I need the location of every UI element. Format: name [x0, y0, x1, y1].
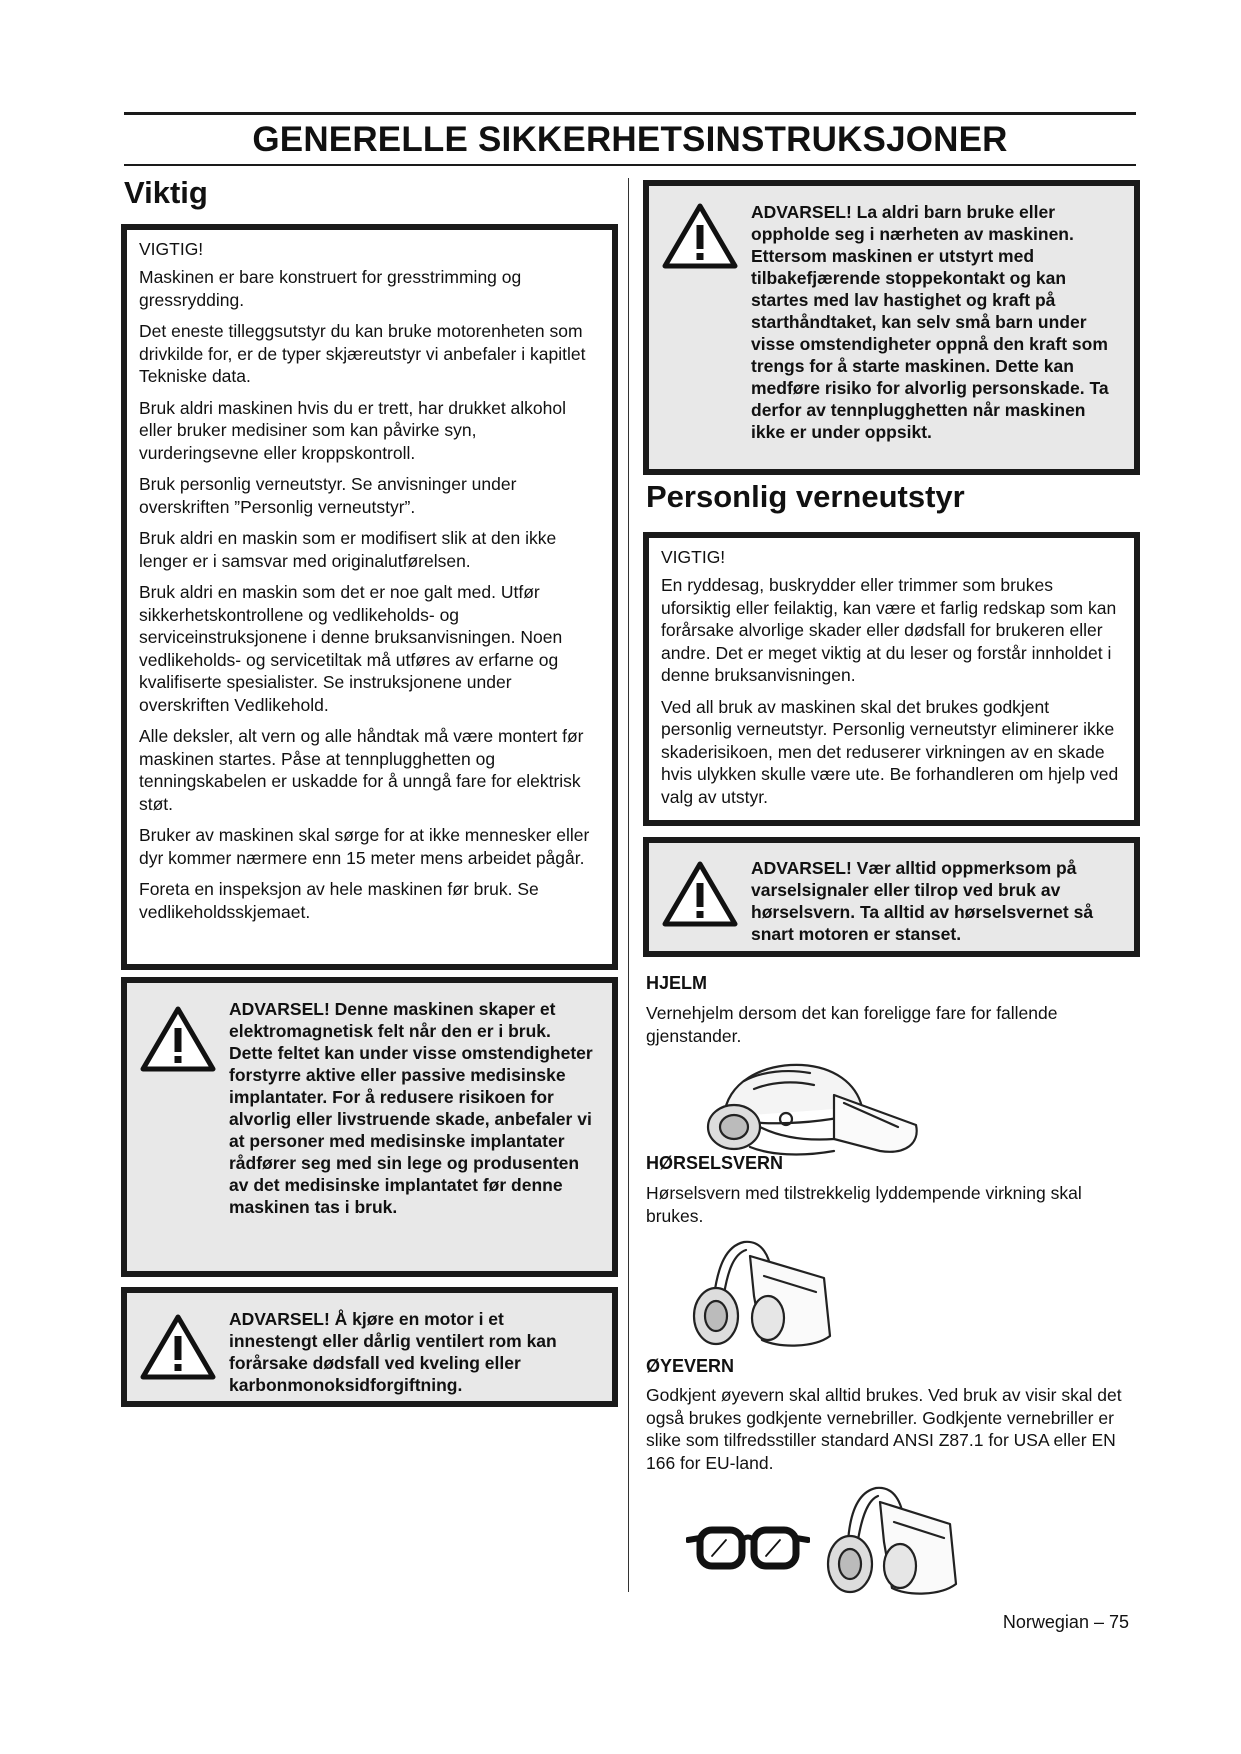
header-rule-bottom	[124, 164, 1136, 166]
notice-label: VIGTIG!	[139, 239, 204, 259]
safety-glasses-illustration	[686, 1518, 810, 1579]
item-text-hjelm: Vernehjelm dersom det kan foreligge fare for fallende gjenstander.	[646, 1003, 1058, 1046]
notice-label: VIGTIG!	[661, 547, 726, 567]
item-title-oyevern: ØYEVERN	[646, 1356, 735, 1376]
warning-text: ADVARSEL! La aldri barn bruke eller oppholde seg i nærheten av maskinen. Ettersom maskinen er utstyrt med tilbakefjærende stoppekontakt og kan startes med lav hastighet og kraft på starthåndtaket, kan selv små barn under visse omstendigheter oppnå den kraft som trengs for å starte maskinen. Dette kan medføre risiko for alvorlig personskade. Ta derfor av tennplugghetten når maskinen ikke er under oppsikt.	[751, 202, 1109, 442]
item-text-oyevern: Godkjent øyevern skal alltid brukes. Ved bruk av visir skal det også brukes godkjente vernebriller. Godkjente vernebriller er slike som tilfredsstiller standard ANSI Z87.1 for USA eller EN 166 for EU-land.	[646, 1385, 1122, 1473]
notice-paragraph: Bruk aldri en maskin som er modifisert slik at den ikke lenger er i samsvar med originalutførelsen.	[139, 528, 557, 571]
notice-box-verneutstyr	[643, 532, 1140, 826]
warning-box-ventilation	[121, 1287, 618, 1407]
notice-box-viktig	[121, 224, 618, 970]
item-text-horselsvern: Hørselsvern med tilstrekkelig lyddempende virkning skal brukes.	[646, 1183, 1082, 1226]
notice-paragraph: Ved all bruk av maskinen skal det brukes godkjent personlig verneutstyr. Personlig verneutstyr eliminerer ikke skaderisikoen, men det reduserer virkningen av en skade hvis ulykken skulle være ute. Be forhandleren om hjelp ved valg av utstyr.	[661, 696, 1119, 807]
section-heading-viktig: Viktig	[124, 175, 208, 210]
notice-paragraph: Bruk personlig verneutstyr. Se anvisninger under overskriften ”Personlig verneutstyr”.	[139, 474, 517, 517]
section-heading-personlig-verneutstyr: Personlig verneutstyr	[646, 479, 965, 514]
warning-text: ADVARSEL! Denne maskinen skaper et elektromagnetisk felt når den er i bruk. Dette feltet kan under visse omstendigheter forstyrre aktive eller passive medisinske implantater. For å redusere risikoen for alvorlig eller livstruende skade, anbefaler vi at personer med medisinske implantater rådfører seg med sin lege og produsenten av det medisinske implantatet før denne maskinen tas i bruk.	[229, 999, 593, 1217]
notice-paragraph: Bruk aldri en maskin som det er noe galt med. Utfør sikkerhetskontrollene og vedlikeholds- og serviceinstruksjonene i denne bruksanvisningen. Noen vedlikeholds- og servicetiltak må utføres av erfarne og kvalifiserte spesialister. Se instruksjonene under overskriften Vedlikehold.	[139, 582, 563, 715]
notice-paragraph: Foreta en inspeksjon av hele maskinen før bruk. Se vedlikeholdsskjemaet.	[139, 879, 539, 922]
warning-box-hearing	[643, 837, 1140, 957]
page-title: GENERELLE SIKKERHETSINSTRUKSJONER	[252, 120, 1008, 159]
visor-earmuff-illustration	[822, 1480, 960, 1605]
page-number: Norwegian – 75	[1002, 1612, 1129, 1632]
warning-triangle-icon	[649, 857, 751, 927]
warning-triangle-icon	[127, 998, 229, 1072]
warning-triangle-icon	[649, 201, 751, 269]
hearing-protection-illustration	[684, 1236, 834, 1359]
notice-paragraph: Maskinen er bare konstruert for gresstrimming og gressrydding.	[139, 267, 522, 310]
notice-paragraph: Det eneste tilleggsutstyr du kan bruke motorenheten som drivkilde for, er de typer skjæreutstyr vi anbefaler i kapitlet Tekniske data.	[139, 321, 586, 386]
column-divider	[628, 178, 629, 1592]
warning-text: ADVARSEL! Å kjøre en motor i et innestengt eller dårlig ventilert rom kan forårsake dødsfall ved kveling eller karbonmonoksidforgiftning.	[229, 1309, 557, 1395]
notice-paragraph: Bruker av maskinen skal sørge for at ikke mennesker eller dyr kommer nærmere enn 15 meter mens arbeidet pågår.	[139, 825, 590, 868]
item-title-hjelm: HJELM	[646, 973, 708, 993]
item-title-horselsvern: HØRSELSVERN	[646, 1153, 784, 1173]
notice-paragraph: En ryddesag, buskrydder eller trimmer som brukes uforsiktig eller feilaktig, kan være et farlig redskap som kan forårsake alvorlige skader eller dødsfall for brukeren eller andre. Det er meget viktig at du leser og forstår innholdet i denne bruksanvisningen.	[661, 575, 1117, 685]
warning-box-electromagnetic	[121, 977, 618, 1277]
warning-box-children	[643, 180, 1140, 475]
header-rule-top	[124, 112, 1136, 115]
warning-triangle-icon	[127, 1308, 229, 1380]
warning-text: ADVARSEL! Vær alltid oppmerksom på varselsignaler eller tilrop ved bruk av hørselsvern. Ta alltid av hørselsvernet så snart motoren er stanset.	[751, 858, 1094, 944]
notice-paragraph: Bruk aldri maskinen hvis du er trett, har drukket alkohol eller bruker medisiner som kan påvirke syn, vurderingsevne eller kroppskontroll.	[139, 397, 566, 463]
notice-paragraph: Alle deksler, alt vern og alle håndtak må være montert før maskinen startes. Påse at tennplugghetten og tenningskabelen er uskadde for å unngå fare for elektrisk støt.	[139, 726, 584, 814]
